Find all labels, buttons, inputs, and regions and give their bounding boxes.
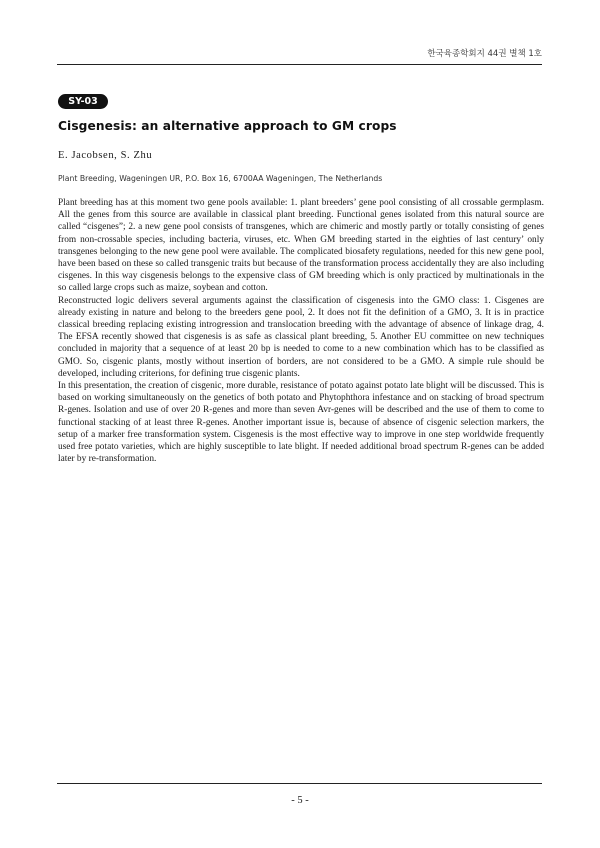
authors: E. Jacobsen, S. Zhu — [58, 150, 153, 161]
affiliation: Plant Breeding, Wageningen UR, P.O. Box 16, 6700AA Wageningen, The Netherlands — [58, 174, 383, 183]
paragraph-2: Reconstructed logic delivers several arguments against the classification of cisgenesis into the GMO class: 1. Cisgenes are already existing in nature and belong to the breeders gene pool, 2. It does not fit the definition of a GMO, 3. It is in practice classical breeding replacing existing introgression and translocation breeding with the advantage of absence of linkage drag, 4. The EFSA recently showed that cisgenesis is as safe as classical plant breeding, 5. Another EU committee on new techniques concluded in majority that a sequence of at least 20 bp is needed to come to a new combination which has to be classified as GMO. So, cisgenic plants, mostly without insertion of borders, are not considered to be a GMO. A simple rule should be developed, including criterions, for defining true cisgenic plants. — [58, 295, 544, 379]
header-rule — [57, 64, 542, 65]
paragraph-3: In this presentation, the creation of cisgenic, more durable, resistance of potato against potato late blight will be discussed. This is based on working simultaneously on the genetics of both potato and Phytophthora infestance and on stacking of broad spectrum R-genes. Isolation and use of over 20 R-genes and more than seven Avr-genes will be described and the use of them to come to functional stacking of at least three R-genes. Another important issue is, because of absence of cisgenic selection markers, the setup of a marker free transformation system. Cisgenesis is the most effective way to improve in one step worldwide frequently used free potato varieties, which are highly susceptible to late blight. If needed additional broad spectrum R-genes can be added later by re-transformation. — [58, 381, 544, 465]
running-header: 한국육종학회지 44권 별책 1호 — [427, 49, 542, 59]
session-badge: SY-03 — [58, 94, 108, 109]
page-number: - 5 - — [291, 795, 309, 806]
paragraph-1: Plant breeding has at this moment two gene pools available: 1. plant breeders’ gene pool consisting of all crossable germplasm. All the genes from this source are available in classical plant breeding. Functional genes isolated from this natural source are called “cisgenes”; 2. a new gene pool consists of transgenes, which are chimeric and mostly partly or totally consisting of genes from non-crossable species, including bacteria, viruses, etc. When GM breeding started in the eighties of last century’ only transgenes belonging to the new gene pool were available. The complicated biosafety regulations, needed for this new gene pool, have been based on these so called transgenic traits but because of the transformation process accidentally they are also including cisgenes. In this way cisgenesis belongs to the expensive class of GM breeding which is only practiced by multinationals in the so called large crops such as maize, soybean and cotton. — [58, 198, 544, 294]
abstract-body — [58, 197, 544, 465]
footer-rule — [57, 783, 542, 784]
paper-title: Cisgenesis: an alternative approach to GM crops — [58, 119, 397, 133]
